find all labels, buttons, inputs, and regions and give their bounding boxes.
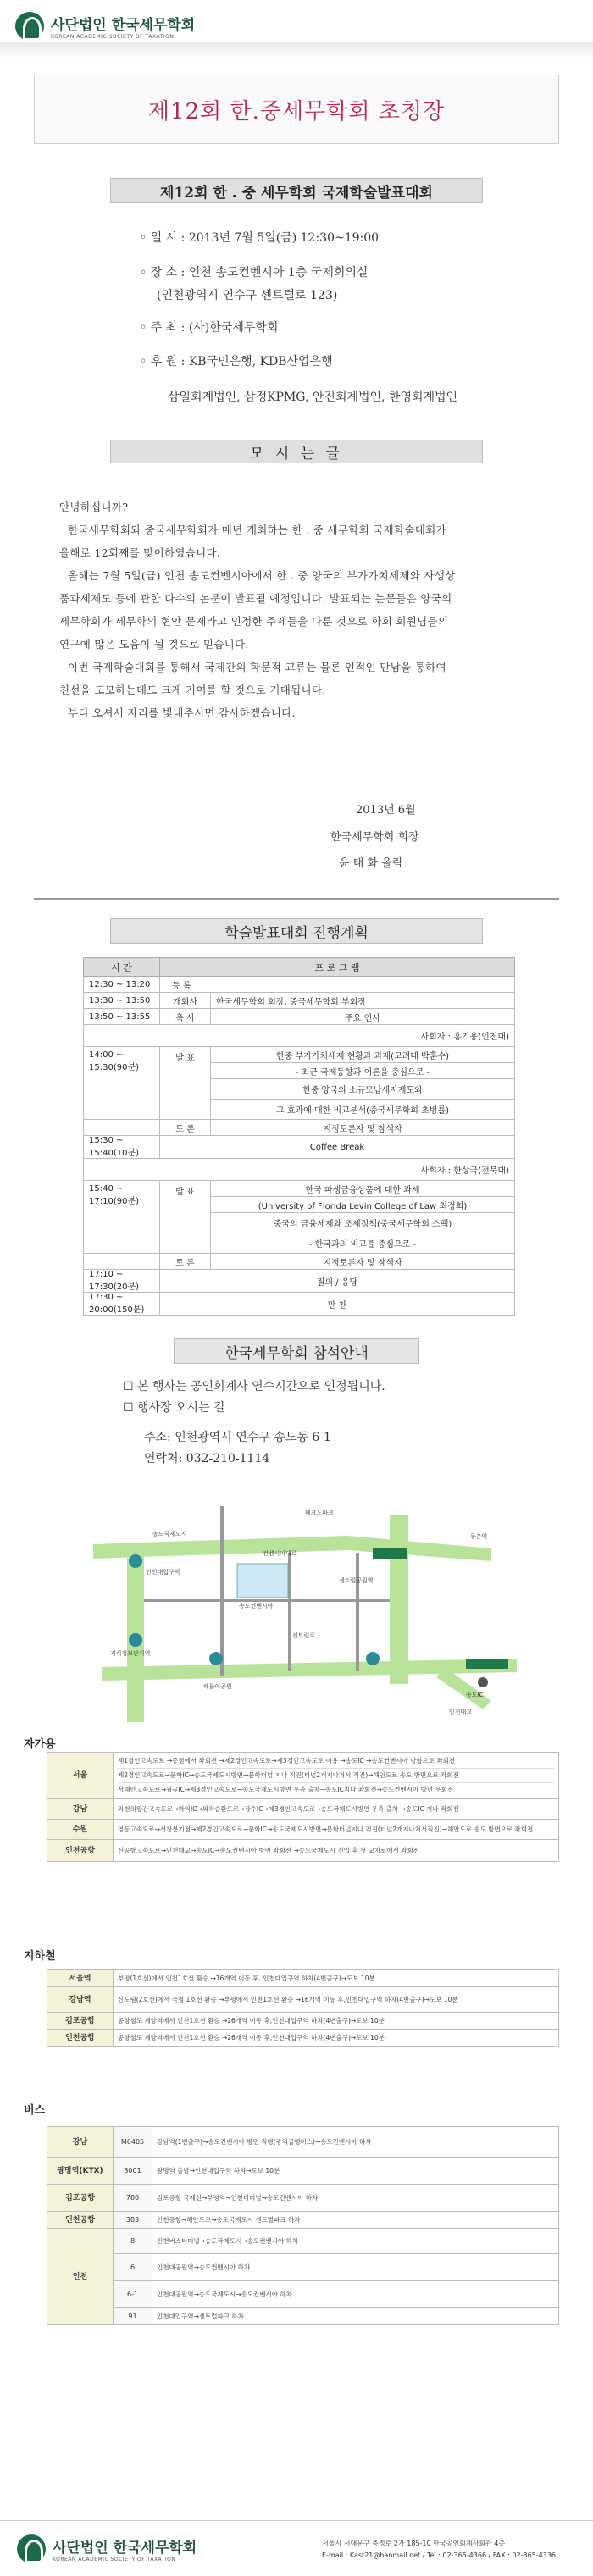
bus-heading: 버스 (24, 2104, 46, 2117)
item-cell: 토 론 (160, 1120, 211, 1136)
notice-directions: ☐ 행사장 오시는 길 (123, 1401, 225, 1415)
info-date: ◦ 일 시 : 2013년 7월 5일(금) 12:30~19:00 (140, 231, 380, 245)
bus-number: 8 (114, 2229, 152, 2254)
letter-date: 2013년 6월 (356, 804, 416, 817)
table-row (84, 1025, 515, 1047)
info-venue: ◦ 장 소 : 인천 송도컨벤시아 1층 국제회의실 (140, 266, 369, 280)
table-row (84, 1293, 515, 1316)
table-row (47, 2030, 559, 2047)
row-key: 인천공항 (47, 2212, 114, 2229)
table-row (84, 1120, 515, 1136)
row-value: 과천의왕간고속도로→학익IC→외곽순환도로→장수IC→제3경인고속도로→송도국제도시방면 우측 출차 →송도IC 지나 좌회전 (114, 1799, 559, 1820)
chair-cell: 사회자 : 한상국(전북대) (84, 1159, 515, 1181)
row-key: 인천공항 (47, 2030, 114, 2047)
row-value: 강남역(1번출구)→송도컨벤시아 방면 직행(광역급행버스)→송도컨벤시아 하차 (152, 2127, 559, 2158)
program-cell: 그 효과에 대한 비교분석(중국세무학회 초빙률) (211, 1100, 515, 1120)
time-cell: 17:30 ~ 20:00(150분) (84, 1293, 160, 1316)
program-cell: 만 찬 (160, 1293, 515, 1316)
row-value: 인천공항→해안도로→송도국제도시 센트럴파크 하차 (152, 2212, 559, 2229)
row-key: 강남 (47, 2127, 114, 2158)
org-logo (15, 12, 195, 41)
table-row (47, 2229, 559, 2254)
table-row (84, 1136, 515, 1159)
footer-org-name: 사단법인 한국세무학회 (53, 2540, 197, 2557)
map-label: 인천대교 (449, 1709, 473, 1715)
program-cell: (University of Florida Levin College of Law 최정희) (211, 1197, 515, 1213)
row-key: 수원 (47, 1820, 114, 1840)
bus-number: M6405 (114, 2127, 152, 2158)
table-row (84, 1181, 515, 1197)
row-value: 인천대공원역→송도국제도시→송도컨벤시아 하차 (152, 2281, 559, 2308)
footer (0, 2520, 593, 2576)
row-key: 강남 (47, 1799, 114, 1820)
org-name: 사단법인 한국세무학회 (51, 17, 196, 34)
time-cell: 13:50 ~ 13:55 (84, 1009, 160, 1025)
table-row (84, 1009, 515, 1025)
chair-cell: 사회자 : 홍기용(인천대) (84, 1025, 515, 1047)
conference-heading: 제12회 한 . 중 세무학회 국제학술발표대회 (110, 178, 483, 203)
row-value: 공항철도 계양역에서 인천1호선 환승 →26개역 이동 후,인천대입구역 하차(4번출구)→도보 10분 (114, 2030, 559, 2047)
info-sponsor: ◦ 후 원 : KB국민은행, KDB산업은행 (140, 355, 333, 368)
time-cell: 14:00 ~ 15:30(90분) (84, 1047, 160, 1120)
item-cell: 토 론 (160, 1254, 211, 1270)
map-label: 센트럴공원역 (339, 1577, 374, 1584)
map-label: 송도컨벤시아 (239, 1603, 274, 1609)
table-row (84, 1159, 515, 1181)
row-key: 강남역 (47, 1987, 114, 2013)
table-row (47, 2127, 559, 2158)
table-row (47, 1987, 559, 2013)
program-cell: - 한국과의 비교를 중심으로 - (211, 1233, 515, 1254)
table-row (47, 2308, 559, 2325)
letter-line: 세무학회가 세무학의 현안 문제라고 인정한 주제들을 다룬 것으로 학회 회원님들의 (59, 615, 449, 628)
letter-line: 품과세제도 등에 관한 다수의 논문이 발표될 예정입니다. 발표되는 논문들은 양국의 (59, 592, 452, 605)
location-map (93, 1452, 529, 1722)
footer-logo (17, 2534, 197, 2563)
notice-tel: 연락처: 032-210-1114 (144, 1452, 270, 1465)
map-graphic (93, 1455, 529, 1722)
bus-number: 91 (114, 2308, 152, 2325)
map-label: 컨벤시아대로 (263, 1550, 297, 1557)
header-band (0, 42, 593, 58)
org-logo-icon (15, 12, 44, 41)
subway-heading: 지하철 (24, 1950, 56, 1963)
subway-table (47, 1969, 559, 2047)
row-value: 부평(1호선)에서 인천1호선 환승 →16개역 이동 후, 인천대입구역 하차(4번출구)→도보 10분 (114, 1970, 559, 1987)
item-cell: 축 사 (160, 1009, 211, 1025)
table-row (84, 1047, 515, 1063)
program-cell: 주요 인사 (211, 1009, 515, 1025)
row-value: 신도림(2호선)에서 국철 1호선 환승 →부평에서 인천1호선 환승 →16개역 이동 후,인천대입구역 하차(4번출구)→도보 10분 (114, 1987, 559, 2013)
row-key: 김포공항 (47, 2185, 114, 2212)
table-row (47, 1820, 559, 1840)
row-value (114, 1753, 559, 1799)
time-cell: 12:30 ~ 13:20 (84, 977, 160, 993)
program-cell: 지정토론자 및 참석자 (211, 1254, 515, 1270)
map-label: 테크노파크 (305, 1510, 334, 1516)
schedule-table (83, 957, 515, 1316)
org-name-en: KOREAN ACADEMIC SOCIETY OF TAXATION (51, 34, 175, 40)
row-value: 광명역 출발→인천대입구역 하차→도보 10분 (152, 2158, 559, 2185)
table-row (84, 993, 515, 1009)
row-value: 김포공항 국제선→부평역→인천터미널→송도컨벤시아 하차 (152, 2185, 559, 2212)
letter-line: 부디 오셔서 자리를 빛내주시면 감사하겠습니다. (68, 706, 296, 719)
program-cell: - 최근 국제동향과 이론을 중심으로 - (211, 1063, 515, 1079)
program-cell: 중국의 금융세제와 조세정책(중국세무학회 스팩) (211, 1213, 515, 1233)
map-label: 송도IC (466, 1692, 484, 1698)
time-cell: 13:30 ~ 13:50 (84, 993, 160, 1009)
info-sponsor-2: 삼일회계법인, 삼정KPMG, 안진회계법인, 한영회계법인 (168, 391, 458, 404)
letter-signer-title: 한국세무학회 회장 (330, 831, 419, 844)
table-row (47, 2254, 559, 2281)
row-value: 인천버스터미널→송도국제도시→송도컨벤시아 하차 (152, 2229, 559, 2254)
bus-number: 780 (114, 2185, 152, 2212)
route-line: 제1경인고속도로 →종점에서 좌회전 →제2경인고속도로→제3경인고속도로 이용 →송도IC →송도컨벤시아 방향으로 좌회전 (118, 1754, 554, 1769)
program-cell: Coffee Break (160, 1136, 515, 1159)
item-cell: 발 표 (160, 1047, 211, 1120)
map-label: 송도국제도시 (152, 1531, 187, 1537)
row-key: 인천공항 (47, 1840, 114, 1862)
info-host: ◦ 주 최 : (사)한국세무학회 (140, 321, 279, 335)
schedule-heading: 학술발표대회 진행계획 (110, 918, 483, 944)
divider (34, 898, 559, 900)
car-heading: 자가용 (24, 1738, 56, 1751)
row-key: 광명역(KTX) (47, 2158, 114, 2185)
letter-line: 연구에 많은 도움이 될 것으로 믿습니다. (59, 638, 249, 651)
row-key: 서울역 (47, 1970, 114, 1987)
route-line: 서해안고속도로→월곶IC→제3경인고속도로→송도국제도시방면 우측 출차→송도IC지나 좌회전→송도컨벤시아 방면 우회전 (118, 1786, 454, 1793)
table-row (47, 1753, 559, 1799)
footer-contact: E-mail : Kast21@hanmail.net / Tel : 02-365-4366 / FAX : 02-365-4336 (322, 2551, 556, 2559)
page-title: 제12회 한.중세무학회 초청장 (147, 98, 446, 125)
map-label: 지식정보단지역 (110, 1650, 151, 1657)
table-row (47, 2013, 559, 2030)
table-row (84, 1254, 515, 1270)
map-label: 동춘역 (470, 1533, 488, 1540)
table-row (47, 2185, 559, 2212)
table-row (47, 1799, 559, 1820)
time-cell: 15:30 ~ 15:40(10분) (84, 1136, 160, 1159)
row-key: 서울 (47, 1753, 114, 1799)
table-row (47, 2158, 559, 2185)
title-box (34, 75, 559, 144)
row-value: 영동고속도로→서창분기점→제2경인고속도로→문학IC→송도국제도시방면→문학터널지나 직진(터널2개지나쳐서직진)→해안도로 송도 방면으로 좌회전 (114, 1820, 559, 1840)
info-venue-address: (인천광역시 연수구 센트럴로 123) (157, 289, 338, 302)
col-time: 시 간 (84, 958, 160, 977)
bus-number: 3001 (114, 2158, 152, 2185)
letter-line: 올해로 12회째를 맞이하였습니다. (59, 546, 221, 559)
row-value: 인천대입구역→센트럴파크 하차 (152, 2308, 559, 2325)
letter-line: 이번 국제학술대회를 통해서 국제간의 학문적 교류는 물론 인적인 만남을 통하여 (68, 661, 446, 673)
footer-address: 서울시 서대문구 충정로 2가 185-10 한국공인회계사회관 4층 (322, 2540, 506, 2547)
table-row (47, 2212, 559, 2229)
letter-line: 안녕하십니까? (59, 501, 129, 513)
col-program: 프 로 그 램 (160, 958, 515, 977)
program-cell: 한중 양국의 소규모납세자제도와 (211, 1079, 515, 1100)
letter-signer-name: 윤 태 화 올림 (339, 857, 403, 870)
invite-heading: 모 시 는 글 (110, 440, 483, 463)
program-cell: 한국세무학회 회장, 중국세무학회 부회장 (211, 993, 515, 1009)
bus-number: 6 (114, 2254, 152, 2281)
notice-heading: 한국세무학회 참석안내 (174, 1338, 419, 1364)
time-cell: 17:10 ~ 17:30(20분) (84, 1270, 160, 1293)
notice-cpa: ☐ 본 행사는 공인회계사 연수시간으로 인정됩니다. (123, 1380, 385, 1393)
row-value: 신공항고속도로→인천대교→송도IC→송도컨벤시아 방면 좌회전 →송도국제도시 진입 후 첫 교차로에서 좌회전 (114, 1840, 559, 1862)
invite-letter (59, 496, 551, 724)
map-label: 해돋이공원 (203, 1683, 232, 1690)
map-label: 인천대입구역 (146, 1569, 180, 1576)
map-label: 센트럴로 (292, 1632, 316, 1639)
program-cell: 등 록 (160, 977, 515, 993)
bus-number: 303 (114, 2212, 152, 2229)
program-cell: 한국 파생금융상품에 대한 과세 (211, 1181, 515, 1197)
footer-org-name-en: KOREAN ACADEMIC SOCIETY OF TAXATION (53, 2557, 176, 2562)
row-value: 인천대공원역→송도컨벤시아 하차 (152, 2254, 559, 2281)
org-logo-icon (17, 2534, 46, 2563)
car-table (47, 1752, 559, 1862)
letter-line: 한국세무학회와 중국세무학회가 매년 개최하는 한 . 중 세무학회 국제학술대회가 (68, 524, 446, 536)
table-row (47, 1970, 559, 1987)
row-key: 김포공항 (47, 2013, 114, 2030)
route-line: 제2경인고속도로→문학IC→송도국제도시방면→문학터널 지나 직진(터널2개지나쳐서 직진)→해안도로 송도 방면으로 좌회전 (118, 1769, 554, 1783)
table-row (47, 1840, 559, 1862)
item-cell: 발 표 (160, 1181, 211, 1254)
notice-address: 주소: 인천광역시 연수구 송도동 6-1 (144, 1431, 331, 1444)
table-row (84, 977, 515, 993)
letter-line: 올해는 7월 5일(금) 인천 송도컨벤시아에서 한 . 중 양국의 부가가치세제와 사생상 (68, 569, 456, 582)
table-header (84, 958, 515, 977)
row-key: 인천 (47, 2229, 114, 2325)
time-cell: 15:40 ~ 17:10(90분) (84, 1181, 160, 1254)
program-cell: 질의 / 응답 (160, 1270, 515, 1293)
table-row (47, 2281, 559, 2308)
table-row (84, 1270, 515, 1293)
program-cell: 지정토론자 및 참석자 (211, 1120, 515, 1136)
row-value: 공항철도 계양역에서 인천1호선 환승 →26개역 이동 후,인천대입구역 하차(4번출구)→도보 10분 (114, 2013, 559, 2030)
bus-table (47, 2126, 559, 2325)
item-cell: 개회사 (160, 993, 211, 1009)
bus-number: 6-1 (114, 2281, 152, 2308)
program-cell: 한중 부가가치세제 현황과 과제(고려대 박훈수) (211, 1047, 515, 1063)
letter-line: 친선을 도모하는데도 크게 기여를 할 것으로 기대됩니다. (59, 684, 326, 696)
